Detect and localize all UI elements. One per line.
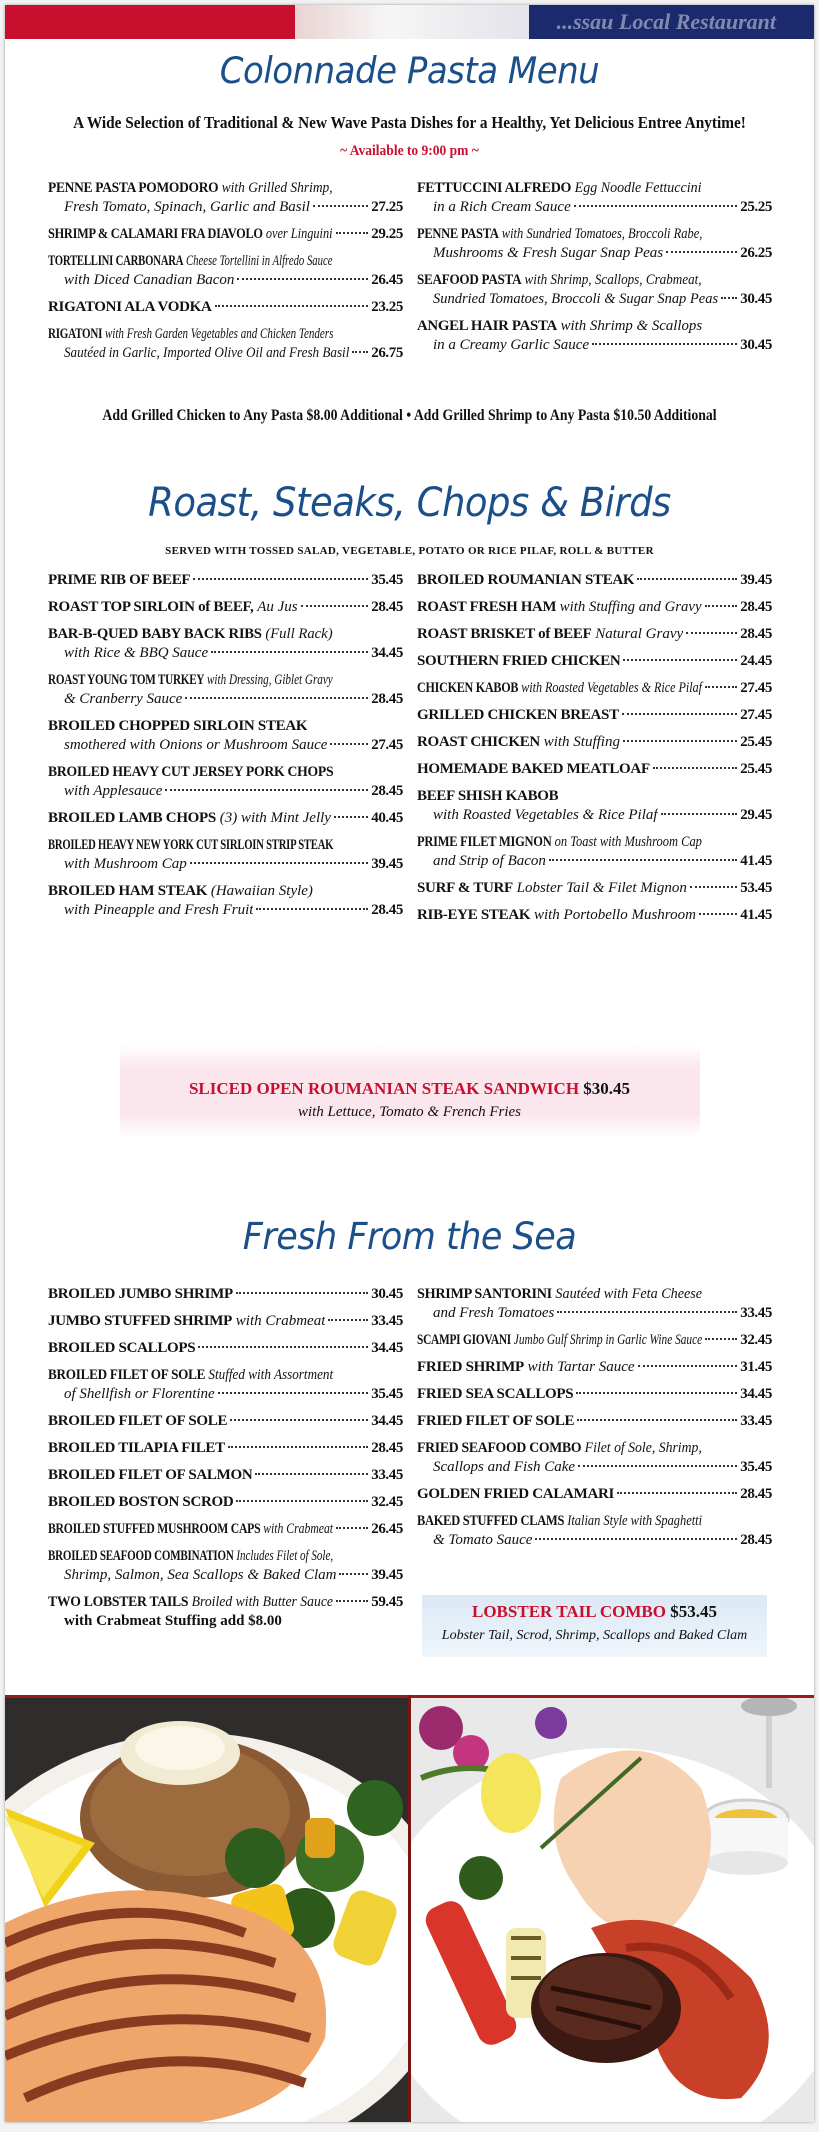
menu-item-desc-line2: and Strip of Bacon <box>433 853 546 869</box>
menu-item-desc: over Linguini <box>265 226 333 242</box>
menu-item <box>417 179 772 217</box>
menu-item-name: PENNE PASTA POMODORO <box>48 180 219 196</box>
menu-item-desc-line2: Scallops and Fish Cake <box>433 1459 576 1475</box>
menu-item-price: 39.45 <box>371 856 403 872</box>
menu-item-name: BROILED HEAVY NEW YORK CUT SIRLOIN STRIP STEAK <box>48 837 334 853</box>
menu-item-name: GOLDEN FRIED CALAMARI <box>417 1486 615 1502</box>
menu-item-desc-line2: Shrimp, Salmon, Sea Scallops & Baked Clam <box>64 1567 337 1583</box>
sandwich-title <box>5 1079 814 1099</box>
menu-item <box>48 1312 403 1331</box>
menu-item-name: BAKED STUFFED CLAMS <box>417 1513 565 1529</box>
menu-item <box>417 833 772 871</box>
menu-item-price: 27.45 <box>740 680 772 696</box>
menu-item-price: 33.45 <box>371 1313 403 1329</box>
menu-item-name: PENNE PASTA <box>417 226 499 242</box>
menu-item-price: 39.45 <box>740 572 772 588</box>
lobster-combo-name: LOBSTER TAIL COMBO <box>472 1602 666 1621</box>
menu-item-name: BROILED STUFFED MUSHROOM CAPS <box>48 1521 261 1537</box>
menu-item-price: 34.45 <box>740 1386 772 1402</box>
menu-item-desc-line2: & Cranberry Sauce <box>64 691 183 707</box>
menu-item <box>48 809 403 828</box>
menu-item-name: BROILED JUMBO SHRIMP <box>48 1286 233 1302</box>
menu-item <box>417 1485 772 1504</box>
menu-item-desc: Jumbo Gulf Shrimp in Garlic Wine Sauce <box>513 1332 703 1348</box>
pasta-subtitle: A Wide Selection of Traditional & New Wave Pasta Dishes for a Healthy, Yet Delicious Entree Anytime! <box>73 113 746 132</box>
salmon-plate-photo <box>5 1695 408 2122</box>
menu-item <box>48 836 403 874</box>
menu-item-desc: Egg Noodle Fettuccini <box>574 180 702 196</box>
menu-item-name: BROILED SEAFOOD COMBINATION <box>48 1548 234 1564</box>
menu-item <box>417 652 772 671</box>
pasta-availability: ~ Available to 9:00 pm ~ <box>340 143 479 159</box>
menu-item-desc-line2: with Roasted Vegetables & Rice Pilaf <box>433 807 658 823</box>
menu-item-desc: Lobster Tail & Filet Mignon <box>516 880 687 896</box>
menu-item-name: BROILED SCALLOPS <box>48 1340 196 1356</box>
menu-item-name: SEAFOOD PASTA <box>417 272 522 288</box>
menu-item-desc: Stuffed with Assortment <box>208 1367 334 1383</box>
lobster-combo-desc: Lobster Tail, Scrod, Shrimp, Scallops and Baked Clam <box>441 1628 748 1643</box>
menu-item <box>48 763 403 801</box>
menu-item <box>48 882 403 920</box>
menu-item-name: BROILED CHOPPED SIRLOIN STEAK <box>48 718 308 734</box>
menu-item <box>417 1385 772 1404</box>
menu-item-price: 26.45 <box>371 1521 403 1537</box>
menu-item-desc-line2: with Applesauce <box>64 783 163 799</box>
menu-item-desc: Cheese Tortellini in Alfredo Sauce <box>185 253 333 269</box>
menu-item <box>417 317 772 355</box>
menu-item-desc-line2: Sundried Tomatoes, Broccoli & Sugar Snap Peas <box>433 291 719 307</box>
menu-item-name: SOUTHERN FRIED CHICKEN <box>417 653 621 669</box>
menu-item-price: 24.45 <box>740 653 772 669</box>
menu-item-name: FRIED SEA SCALLOPS <box>417 1386 574 1402</box>
menu-item-name: FRIED FILET OF SOLE <box>417 1413 575 1429</box>
menu-item <box>417 1285 772 1323</box>
sandwich-desc: with Lettuce, Tomato & French Fries <box>297 1104 522 1120</box>
menu-item <box>48 1366 403 1404</box>
lobster-combo-price: $53.45 <box>670 1602 717 1621</box>
menu-item-price: 28.45 <box>740 1486 772 1502</box>
menu-item <box>48 1339 403 1358</box>
menu-item-desc: with Dressing, Giblet Gravy <box>206 672 333 688</box>
menu-item <box>48 671 403 709</box>
menu-item-name: BEEF SHISH KABOB <box>417 788 559 804</box>
menu-item-desc: with Grilled Shrimp, <box>221 180 333 196</box>
menu-item <box>417 271 772 309</box>
menu-item <box>417 787 772 825</box>
menu-item-price: 34.45 <box>371 1413 403 1429</box>
roast-left-column <box>48 571 403 928</box>
menu-item-desc: Au Jus <box>257 599 298 615</box>
menu-item-name: ROAST CHICKEN <box>417 734 540 750</box>
menu-item-price: 23.25 <box>371 299 403 315</box>
menu-item-name: BROILED HAM STEAK <box>48 883 208 899</box>
menu-item-price: 25.45 <box>740 734 772 750</box>
menu-item-desc: with Stuffing <box>543 734 620 750</box>
menu-item-price: 53.45 <box>740 880 772 896</box>
menu-item-price: 26.25 <box>740 245 772 261</box>
menu-item <box>48 1285 403 1304</box>
menu-item-desc: with Sundried Tomatoes, Broccoli Rabe, <box>501 226 703 242</box>
pasta-left-column <box>48 179 403 371</box>
menu-item <box>417 1331 772 1350</box>
menu-item-price: 30.45 <box>740 291 772 307</box>
menu-item-desc-line2: of Shellfish or Florentine <box>64 1386 215 1402</box>
menu-item <box>48 1412 403 1431</box>
menu-item-name: RIGATONI <box>48 326 103 342</box>
menu-item-desc: with Crabmeat <box>263 1521 334 1537</box>
menu-item <box>417 879 772 898</box>
menu-item <box>48 252 403 290</box>
menu-item-price: 28.45 <box>371 1440 403 1456</box>
menu-item <box>417 1439 772 1477</box>
menu-item-price: 26.45 <box>371 272 403 288</box>
menu-item <box>48 1493 403 1512</box>
menu-item-name: PRIME FILET MIGNON <box>417 834 552 850</box>
menu-item-name: BROILED FILET OF SALMON <box>48 1467 253 1483</box>
menu-item-desc: Broiled with Butter Sauce <box>191 1594 334 1610</box>
sea-right-column <box>417 1285 772 1558</box>
header-band-text: ...ssau Local Restaurant <box>556 9 776 34</box>
menu-item-price: 41.45 <box>740 907 772 923</box>
menu-item-desc: with Portobello Mushroom <box>533 907 696 923</box>
menu-item-name: JUMBO STUFFED SHRIMP <box>48 1313 233 1329</box>
menu-item-desc-line2: Sautéed in Garlic, Imported Olive Oil and Fresh Basil <box>64 345 350 361</box>
menu-item <box>48 598 403 617</box>
menu-item-desc: with Crabmeat <box>235 1313 326 1329</box>
menu-item <box>417 733 772 752</box>
menu-item-name: TORTELLINI CARBONARA <box>48 253 184 269</box>
menu-item-desc: Natural Gravy <box>595 626 684 642</box>
menu-item-name: BROILED TILAPIA FILET <box>48 1440 225 1456</box>
menu-item-desc-line2: with Pineapple and Fresh Fruit <box>64 902 254 918</box>
menu-item-name: ANGEL HAIR PASTA <box>417 318 557 334</box>
menu-item <box>417 571 772 590</box>
menu-item <box>417 1412 772 1431</box>
menu-item-price: 30.45 <box>740 337 772 353</box>
menu-item <box>417 679 772 698</box>
menu-item-price: 32.45 <box>740 1332 772 1348</box>
menu-item <box>48 298 403 317</box>
menu-item-name: FRIED SEAFOOD COMBO <box>417 1440 582 1456</box>
menu-item <box>48 1547 403 1585</box>
menu-item <box>48 571 403 590</box>
menu-item <box>417 760 772 779</box>
menu-item-desc-line2: and Fresh Tomatoes <box>433 1305 555 1321</box>
menu-item-desc: with Shrimp, Scallops, Crabmeat, <box>524 272 702 288</box>
menu-item-desc: Includes Filet of Sole, <box>236 1548 334 1564</box>
pasta-section-title: Colonnade Pasta Menu <box>219 49 600 93</box>
menu-item-price: 29.45 <box>740 807 772 823</box>
menu-item-name: BROILED BOSTON SCROD <box>48 1494 234 1510</box>
menu-item-price: 27.45 <box>740 707 772 723</box>
menu-item-price: 34.45 <box>371 1340 403 1356</box>
menu-item-extra: with Crabmeat Stuffing add $8.00 <box>64 1613 282 1629</box>
menu-item-price: 35.45 <box>740 1459 772 1475</box>
menu-item-desc: with Roasted Vegetables & Rice Pilaf <box>521 680 702 696</box>
menu-item <box>417 625 772 644</box>
menu-item-price: 26.75 <box>371 345 403 361</box>
menu-item-name: BAR-B-QUED BABY BACK RIBS <box>48 626 262 642</box>
menu-item-desc-line2: Fresh Tomato, Spinach, Garlic and Basil <box>64 199 310 215</box>
menu-item <box>417 906 772 925</box>
menu-item-price: 28.45 <box>371 691 403 707</box>
menu-item-desc-line2: with Mushroom Cap <box>64 856 187 872</box>
menu-item-name: BROILED LAMB CHOPS <box>48 810 216 826</box>
menu-item-price: 34.45 <box>371 645 403 661</box>
menu-item <box>48 1520 403 1539</box>
menu-item-price: 28.45 <box>740 599 772 615</box>
menu-item-price: 28.45 <box>740 1532 772 1548</box>
menu-item-name: ROAST YOUNG TOM TURKEY <box>48 672 205 688</box>
menu-item-name: ROAST BRISKET of BEEF <box>417 626 592 642</box>
menu-item <box>417 598 772 617</box>
menu-item-desc: (3) with Mint Jelly <box>219 810 331 826</box>
menu-item-price: 35.45 <box>371 572 403 588</box>
menu-item-desc: Sautéed with Feta Cheese <box>555 1286 703 1302</box>
menu-item-price: 39.45 <box>371 1567 403 1583</box>
menu-item-price: 27.25 <box>371 199 403 215</box>
menu-item-name: BROILED FILET OF SOLE <box>48 1413 228 1429</box>
menu-item-price: 25.25 <box>740 199 772 215</box>
menu-item-desc: (Hawaiian Style) <box>210 883 313 899</box>
menu-item-price: 28.45 <box>371 783 403 799</box>
menu-item-name: ROAST FRESH HAM <box>417 599 557 615</box>
sandwich-price: $30.45 <box>583 1079 631 1098</box>
menu-item-desc-line2: in a Rich Cream Sauce <box>433 199 571 215</box>
menu-item-price: 28.45 <box>371 902 403 918</box>
menu-item-name: GRILLED CHICKEN BREAST <box>417 707 619 723</box>
sea-section-title: Fresh From the Sea <box>242 1215 577 1259</box>
menu-item-desc: on Toast with Mushroom Cap <box>554 834 702 850</box>
menu-item <box>417 706 772 725</box>
menu-item-desc: Filet of Sole, Shrimp, <box>584 1440 702 1456</box>
menu-item <box>48 225 403 244</box>
menu-item <box>48 1466 403 1485</box>
roast-served-with: SERVED WITH TOSSED SALAD, VEGETABLE, POTATO OR RICE PILAF, ROLL & BUTTER <box>165 545 654 557</box>
menu-item-price: 30.45 <box>371 1286 403 1302</box>
menu-item <box>417 1358 772 1377</box>
menu-item-price: 31.45 <box>740 1359 772 1375</box>
lobster-combo-title <box>422 1602 767 1622</box>
pasta-addons-note: Add Grilled Chicken to Any Pasta $8.00 Additional • Add Grilled Shrimp to Any Pasta $10.50 Additional <box>102 407 717 424</box>
menu-item-desc-line2: & Tomato Sauce <box>433 1532 533 1548</box>
menu-item <box>417 1512 772 1550</box>
menu-item-name: BROILED ROUMANIAN STEAK <box>417 572 635 588</box>
menu-item-name: HOMEMADE BAKED MEATLOAF <box>417 761 650 777</box>
menu-item-price: 32.45 <box>371 1494 403 1510</box>
steak-lobster-photo <box>411 1695 814 2122</box>
menu-item-name: PRIME RIB OF BEEF <box>48 572 191 588</box>
menu-item-name: TWO LOBSTER TAILS <box>48 1594 189 1610</box>
menu-item <box>48 717 403 755</box>
menu-page <box>5 5 814 2122</box>
menu-item <box>48 325 403 363</box>
roast-section-title: Roast, Steaks, Chops & Birds <box>148 479 671 526</box>
menu-item-price: 35.45 <box>371 1386 403 1402</box>
menu-item-desc-line2: smothered with Onions or Mushroom Sauce <box>64 737 328 753</box>
menu-item <box>48 1593 403 1631</box>
menu-item-desc-line2: with Diced Canadian Bacon <box>64 272 235 288</box>
menu-item-price: 33.45 <box>371 1467 403 1483</box>
menu-item-name: BROILED HEAVY CUT JERSEY PORK CHOPS <box>48 764 334 780</box>
menu-item-name: BROILED FILET OF SOLE <box>48 1367 206 1383</box>
menu-item-price: 41.45 <box>740 853 772 869</box>
menu-item <box>48 179 403 217</box>
menu-item-desc: with Stuffing and Gravy <box>559 599 702 615</box>
menu-item-desc-line2: with Rice & BBQ Sauce <box>64 645 209 661</box>
menu-item <box>48 1439 403 1458</box>
sea-left-column <box>48 1285 403 1639</box>
menu-item-desc: with Fresh Garden Vegetables and Chicken Tenders <box>104 326 334 342</box>
menu-item-name: SCAMPI GIOVANI <box>417 1332 511 1348</box>
menu-item-name: SURF & TURF <box>417 880 513 896</box>
menu-item-desc: with Tartar Sauce <box>527 1359 635 1375</box>
menu-item-desc: (Full Rack) <box>265 626 333 642</box>
menu-item-price: 40.45 <box>371 810 403 826</box>
sandwich-name: SLICED OPEN ROUMANIAN STEAK SANDWICH <box>188 1079 580 1098</box>
menu-item-name: CHICKEN KABOB <box>417 680 519 696</box>
menu-item-desc-line2: Mushrooms & Fresh Sugar Snap Peas <box>433 245 664 261</box>
menu-item-name: SHRIMP SANTORINI <box>417 1286 552 1302</box>
menu-item-desc: Italian Style with Spaghetti <box>567 1513 703 1529</box>
menu-item-name: FRIED SHRIMP <box>417 1359 524 1375</box>
menu-item-price: 25.45 <box>740 761 772 777</box>
menu-item-price: 28.45 <box>371 599 403 615</box>
menu-item-desc: with Shrimp & Scallops <box>560 318 703 334</box>
menu-item <box>48 625 403 663</box>
menu-item-price: 29.25 <box>371 226 403 242</box>
menu-item-name: FETTUCCINI ALFREDO <box>417 180 572 196</box>
menu-item-name: RIB-EYE STEAK <box>417 907 531 923</box>
menu-item-price: 33.45 <box>740 1305 772 1321</box>
roast-right-column <box>417 571 772 933</box>
menu-item-price: 28.45 <box>740 626 772 642</box>
menu-item-name: SHRIMP & CALAMARI FRA DIAVOLO <box>48 226 263 242</box>
menu-item-desc-line2: in a Creamy Garlic Sauce <box>433 337 590 353</box>
menu-item-name: ROAST TOP SIRLOIN of BEEF, <box>48 599 254 615</box>
menu-item-name: RIGATONI ALA VODKA <box>48 299 212 315</box>
pasta-right-column <box>417 179 772 363</box>
menu-item-price: 33.45 <box>740 1413 772 1429</box>
menu-item-price: 27.45 <box>371 737 403 753</box>
menu-item <box>417 225 772 263</box>
menu-item-price: 59.45 <box>371 1594 403 1610</box>
